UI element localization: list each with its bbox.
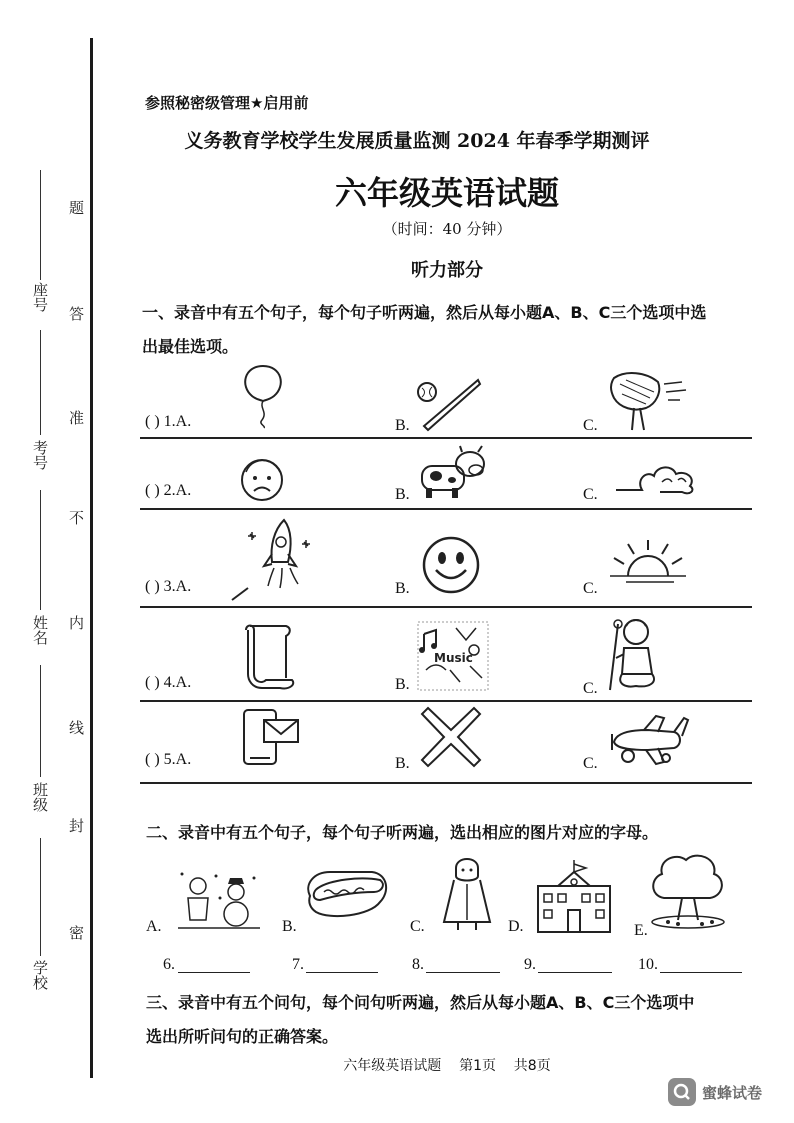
question-1-number[interactable]: ( ) 1.A. (145, 413, 192, 430)
school-building-icon (534, 858, 614, 936)
airplane-icon (608, 712, 690, 770)
seal-char: 题 (67, 200, 85, 215)
seal-char: 密 (67, 925, 85, 940)
school-label: 学校 (31, 960, 49, 990)
row-divider (140, 508, 752, 510)
seal-char: 准 (67, 410, 85, 425)
question-5-number[interactable]: ( ) 5.A. (145, 751, 192, 768)
page-footer: 六年级英语试题 第1页 共8页 (343, 1058, 551, 1074)
smiley-face-icon (422, 536, 480, 594)
svg-text:Music: Music (434, 651, 473, 665)
part1-instruction: 一、录音中有五个句子，每个句子听两遍，然后从每小题A、B、C三个选项中选 (142, 303, 707, 322)
boy-playing-icon (596, 614, 670, 698)
question-3-option-b[interactable]: B. (395, 580, 410, 597)
school-blank[interactable] (40, 838, 41, 956)
exam-name: 义务教育学校学生发展质量监测 2024 年春季学期测评 (184, 130, 650, 152)
question-4-number[interactable]: ( ) 4.A. (145, 674, 192, 691)
question-1-option-c[interactable]: C. (583, 417, 598, 434)
windy-tree-icon (606, 368, 688, 432)
cloud-icon (612, 462, 702, 498)
answer-7-label: 7. (292, 956, 304, 973)
answer-8-blank[interactable] (426, 972, 500, 973)
picture-option-b[interactable]: B. (282, 918, 297, 935)
cross-icon (420, 706, 482, 768)
question-2-option-b[interactable]: B. (395, 486, 410, 503)
question-2-number[interactable]: ( ) 2.A. (145, 482, 192, 499)
picture-option-e[interactable]: E. (634, 922, 648, 939)
watermark-text: 蜜蜂试卷 (702, 1083, 763, 1102)
watermark (668, 1078, 762, 1106)
baseball-bat-icon (410, 376, 482, 432)
hotdog-icon (300, 862, 392, 926)
answer-9-blank[interactable] (538, 972, 612, 973)
raincoat-child-icon (436, 852, 498, 932)
exam-number-label: 考号 (31, 440, 49, 470)
page-title: 六年级英语试题 (334, 174, 559, 212)
question-4-option-c[interactable]: C. (583, 680, 598, 697)
seal-char: 答 (67, 306, 85, 321)
answer-6-blank[interactable] (178, 972, 250, 973)
balloon-icon (238, 364, 288, 428)
part3-instruction: 三、录音中有五个问句，每个问句听两遍，然后从每小题A、B、C三个选项中 (146, 993, 695, 1012)
picture-option-a[interactable]: A. (146, 918, 162, 935)
part3-instruction-cont: 选出所听问句的正确答案。 (146, 1027, 339, 1046)
row-divider (140, 606, 752, 608)
question-5-option-c[interactable]: C. (583, 755, 598, 772)
seal-char: 封 (67, 818, 85, 833)
phone-message-icon (240, 706, 302, 768)
exam-time: （时间：40 分钟） (382, 220, 512, 238)
answer-6-label: 6. (163, 956, 175, 973)
bee-logo-icon (668, 1078, 696, 1106)
name-blank[interactable] (40, 490, 41, 610)
row-divider (140, 437, 752, 439)
tree-icon (648, 850, 728, 932)
question-2-option-c[interactable]: C. (583, 486, 598, 503)
question-4-option-b[interactable]: B. (395, 676, 410, 693)
part2-instruction: 二、录音中有五个句子，每个句子听两遍，选出相应的图片对应的字母。 (146, 823, 659, 842)
answer-10-blank[interactable] (660, 972, 742, 973)
seal-char: 不 (67, 510, 85, 525)
cow-icon (418, 446, 488, 500)
picture-option-c[interactable]: C. (410, 918, 425, 935)
part1-instruction-cont: 出最佳选项。 (142, 337, 239, 356)
row-divider (140, 700, 752, 702)
answer-8-label: 8. (412, 956, 424, 973)
seat-number-label: 座号 (31, 282, 49, 312)
answer-7-blank[interactable] (306, 972, 378, 973)
seal-char: 线 (67, 720, 85, 735)
rocket-icon (230, 516, 320, 602)
class-label: 班级 (31, 782, 49, 812)
snowman-kids-icon (176, 868, 262, 932)
sunset-icon (606, 536, 688, 586)
scroll-icon (240, 622, 298, 690)
question-3-option-c[interactable]: C. (583, 580, 598, 597)
row-divider (140, 782, 752, 784)
question-3-number[interactable]: ( ) 3.A. (145, 578, 192, 595)
question-1-option-b[interactable]: B. (395, 417, 410, 434)
answer-9-label: 9. (524, 956, 536, 973)
sad-face-icon (240, 456, 284, 502)
section-heading: 听力部分 (411, 260, 483, 281)
question-5-option-b[interactable]: B. (395, 755, 410, 772)
seal-char: 内 (67, 615, 85, 630)
class-blank[interactable] (40, 665, 41, 777)
picture-option-d[interactable]: D. (508, 918, 524, 935)
secret-level: 参照秘密级管理★启用前 (145, 94, 309, 112)
music-collage-icon (416, 620, 490, 692)
name-label: 姓名 (31, 615, 49, 645)
exam-blank[interactable] (40, 330, 41, 435)
answer-10-label: 10. (638, 956, 658, 973)
